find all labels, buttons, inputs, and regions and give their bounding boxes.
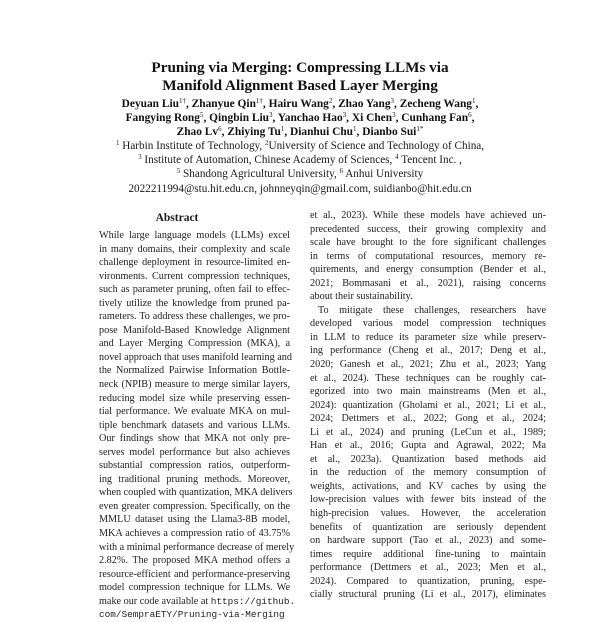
- author-affil-sup: 1: [353, 125, 357, 133]
- abstract-line: MKA achieves a compression ratio of 43.75%: [99, 528, 290, 540]
- abstract-line: with a minimal performance decrease of merely: [99, 541, 295, 553]
- intro-line: et al., 2023). While these models have achieved un-: [310, 210, 546, 221]
- intro-line: on hardware support (Tao et al., 2023) and some-: [310, 535, 546, 547]
- abstract-line: even greater compression. Specifically, on the: [99, 500, 290, 512]
- abstract-line: and Layer Merging Compression (MKA), a: [99, 338, 290, 350]
- affil-sup: 4: [395, 153, 399, 162]
- author-affil-sup: 1: [280, 125, 285, 133]
- abstract-body: [99, 229, 296, 622]
- abstract-line: novel approach that uses manifold learning and: [99, 351, 292, 363]
- intro-line: high-precision values. However, the acceleration: [310, 508, 546, 520]
- abstract-line: resource-efficient and performance-preserving: [99, 568, 290, 580]
- affiliation-cas: Institute of Automation, Chinese Academy of Sciences,: [141, 154, 396, 167]
- github-link[interactable]: https://github.: [210, 595, 296, 607]
- intro-line: precedented success, their growing complexity and: [310, 223, 546, 235]
- intro-line: quirements, and energy consumption (Bender et al.,: [310, 264, 546, 276]
- affiliation-anhui: Anhui University: [343, 168, 424, 181]
- author-line-3: Zhao Lv$^6$, Zhiying Tu$^1$, Dianhui Chu$^1$, Dianbo Sui$^{1*}$: [176, 125, 424, 138]
- title-line-1: Pruning via Merging: Compressing LLMs via: [151, 59, 449, 76]
- paper-title: [0, 59, 600, 95]
- abstract-line: MMLU dataset using the Llama3-8B model,: [99, 514, 290, 526]
- title-line-2: Manifold Alignment Based Layer Merging: [162, 77, 438, 94]
- intro-line: in terms of computational resources, memory re-: [310, 250, 546, 262]
- code-availability-text: make our code available at: [99, 595, 211, 607]
- abstract-line: when coupled with quantization, MKA delivers: [99, 487, 293, 499]
- abstract-line: tively utilize the knowledge from pruned pa-: [99, 297, 290, 309]
- intro-line: performance (Dettmers et al., 2023; Men et al.,: [310, 562, 546, 574]
- intro-line: benefits of quantization are seriously dependent: [310, 521, 546, 533]
- intro-line: scale have brought to the fore significant challenges: [310, 237, 546, 249]
- affil-sup: 5: [176, 167, 181, 176]
- abstract-line: neck (NPIB) measure to merge similar layers,: [99, 379, 290, 391]
- abstract-line: tiple benchmark datasets and various LLMs.: [99, 419, 290, 431]
- author-affil-sup: 2: [328, 97, 333, 105]
- intro-line: 2021; Bommasani et al., 2021), raising concerns: [310, 277, 546, 289]
- intro-line: 2020; Ganesh et al., 2021; Zhu et al., 2023; Yang: [310, 359, 546, 371]
- abstract-line: rameters. To address these challenges, we pro-: [99, 311, 290, 323]
- author-affil-sup: 3: [392, 111, 396, 119]
- abstract-heading: Abstract: [155, 212, 199, 224]
- github-link-continued[interactable]: com/SempraETY/Pruning-via-Merging: [99, 609, 285, 621]
- affiliation-line-3: [0, 167, 600, 181]
- intro-line: low-precision values with fewer bits instead of the: [310, 494, 546, 506]
- intro-line: 2024): quantization (Gholami et al., 2021; Li et al.,: [310, 399, 546, 411]
- intro-line: et al., 2023a). Quantization based methods aid: [310, 453, 546, 465]
- author-line-2: Fangying Rong$^5$, Qingbin Liu$^3$, Yanchao Hao$^3$, Xi Chen$^3$, Cunhang Fan$^6$,: [125, 111, 475, 124]
- intro-line: in the reduction of the memory consumption of: [310, 467, 546, 479]
- author-name: Dianhui Chu: [290, 126, 354, 138]
- author-affil-sup: 1†: [255, 97, 263, 105]
- introduction-column: [310, 209, 546, 602]
- author-name: Xi Chen: [351, 112, 393, 124]
- abstract-line: model compression technique for LLMs. We: [99, 582, 290, 594]
- intro-line: weights, activations, and KV caches by using the: [310, 480, 546, 492]
- intro-line: et al., 2024). These techniques can be roughly cat-: [310, 372, 546, 384]
- abstract-line: While large language models (LLMs) excel: [99, 230, 290, 241]
- affil-sup: 2: [265, 139, 269, 147]
- author-name: Zhanyue Qin: [191, 98, 256, 110]
- affiliation-harbin: Harbin Institute of Technology,: [119, 140, 265, 152]
- abstract-line: ing traditional pruning methods. Moreover,: [99, 473, 290, 485]
- author-affil-sup: 1: [471, 97, 476, 105]
- intro-line: Han et al., 2016; Gupta and Agrawal, 2022; Ma: [310, 440, 546, 452]
- author-name: Fangying Rong: [125, 112, 200, 124]
- affiliation-line-1: [0, 139, 600, 153]
- intro-line: Li et al., 2024) and pruning (LeCun et al., 1989;: [310, 426, 546, 438]
- abstract-line: serves model performance but also achieves: [99, 446, 290, 458]
- author-name: Zhao Yang: [338, 98, 391, 110]
- author-name: Dianbo Sui: [362, 126, 417, 138]
- abstract-line: such as parameter pruning, often fail to effec-: [99, 284, 290, 296]
- intro-line: egorized into two main mainstreams (Men et al.,: [310, 386, 546, 398]
- author-line-1: Deyuan Liu$^{1\dagger}$, Zhanyue Qin$^{1\dagger}$, Hairu Wang$^2$, Zhao Yang$^3$, Zecheng Wang$^1$,: [121, 97, 479, 110]
- abstract-line: in many domains, their complexity and scale: [99, 243, 290, 255]
- author-affil-sup: 1†: [178, 97, 186, 105]
- affiliation-ustc: University of Science and Technology of China,: [268, 140, 485, 152]
- affil-sup: 6: [339, 167, 344, 176]
- author-name: Qingbin Liu: [209, 112, 269, 124]
- abstract-line: vironments. Current compression techniques,: [99, 270, 290, 282]
- author-name: Zecheng Wang: [399, 98, 472, 110]
- affiliation-shandong: Shandong Agricultural University,: [180, 168, 340, 181]
- abstract-line: reducing model size while preserving essen-: [99, 392, 290, 404]
- intro-line: times require additional fine-tuning to maintain: [310, 548, 546, 560]
- author-name: Deyuan Liu: [121, 98, 179, 110]
- author-affil-sup: 1*: [416, 125, 424, 133]
- intro-line: developed various model compression techniques: [310, 318, 546, 330]
- abstract-line: pose Manifold-Based Knowledge Alignment: [99, 324, 290, 336]
- author-name: Zhao Lv: [176, 126, 219, 138]
- intro-line: 2024). Compared to quantization, pruning, espe-: [310, 575, 546, 587]
- author-affil-sup: 6: [218, 125, 222, 133]
- intro-line: 2024; Dettmers et al., 2022; Gong et al., 2024;: [310, 413, 546, 425]
- abstract-code-line: [99, 595, 296, 609]
- affiliation-tencent: Tencent Inc. ,: [398, 154, 462, 167]
- author-affil-sup: 6: [468, 111, 472, 119]
- affiliation-line-2: [0, 153, 600, 167]
- intro-line: cially structural pruning (Li et al., 2017), eliminates: [310, 589, 546, 601]
- author-name: Yanchao Hao: [277, 112, 343, 124]
- intro-line: To mitigate these challenges, researchers have: [318, 304, 546, 316]
- author-name: Cunhang Fan: [401, 112, 469, 124]
- abstract-line: tial performance. We evaluate MKA on mul-: [99, 406, 290, 418]
- author-affil-sup: 5: [199, 111, 204, 119]
- author-name: Zhiying Tu: [227, 126, 281, 138]
- author-emails[interactable]: 2022211994@stu.hit.edu.cn, johnneyqin@gmail.com, suidianbo@hit.edu.cn: [128, 183, 472, 195]
- abstract-line: 2.82%. The proposed MKA method offers a: [99, 555, 290, 567]
- abstract-line: Our findings show that MKA not only pre-: [99, 433, 290, 445]
- author-affil-sup: 3: [269, 111, 273, 119]
- author-affil-sup: 3: [390, 97, 395, 105]
- author-name: Hairu Wang: [268, 98, 329, 110]
- abstract-line: substantial compression ratios, outperform-: [99, 460, 290, 472]
- author-affil-sup: 3: [342, 111, 347, 119]
- author-list: [0, 97, 600, 139]
- abstract-line: the Normalized Pairwise Information Bottle-: [99, 365, 290, 377]
- intro-line: about their sustainability.: [310, 291, 413, 303]
- intro-line: in LLM to reduce its parameter size while preserv-: [310, 331, 546, 343]
- intro-line: ing performance (Cheng et al., 2017; Deng et al.,: [310, 345, 546, 357]
- affil-sup: 3: [138, 153, 142, 162]
- affil-sup: 1: [115, 139, 120, 147]
- affiliations: [0, 139, 600, 182]
- abstract-line: challenge deployment in resource-limited en-: [99, 257, 290, 269]
